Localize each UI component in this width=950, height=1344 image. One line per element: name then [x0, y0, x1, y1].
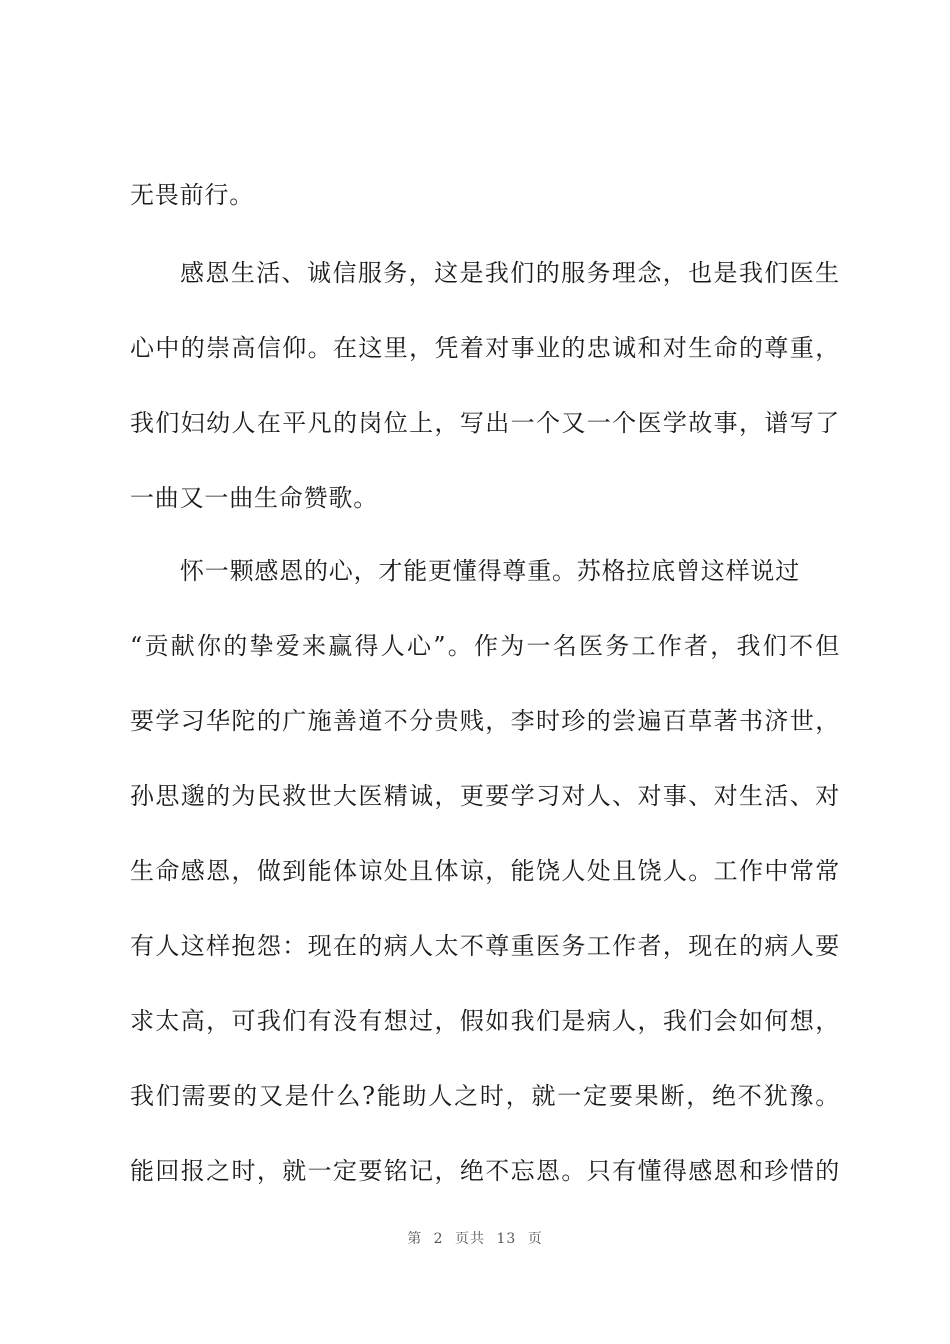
text-line: 我们妇幼人在平凡的岗位上，写出一个又一个医学故事，谱写了: [130, 409, 840, 437]
text-line: 感恩生活、诚信服务，这是我们的服务理念，也是我们医生: [180, 259, 840, 287]
text-line: “贡献你的挚爱来赢得人心”。作为一名医务工作者，我们不但: [130, 632, 840, 660]
text-line: 要学习华陀的广施善道不分贵贱，李时珍的尝遍百草著书济世，: [130, 707, 840, 735]
text-line: 心中的崇高信仰。在这里，凭着对事业的忠诚和对生命的尊重，: [130, 334, 840, 362]
text-line: 无畏前行。: [130, 181, 254, 209]
text-line: 怀一颗感恩的心，才能更懂得尊重。苏格拉底曾这样说过: [180, 557, 800, 585]
page-number: 第 2 页共 13 页: [407, 1231, 543, 1247]
text-line: 能回报之时，就一定要铭记，绝不忘恩。只有懂得感恩和珍惜的: [130, 1157, 840, 1185]
text-line: 生命感恩，做到能体谅处且体谅，能饶人处且饶人。工作中常常: [130, 857, 840, 885]
text-line: 我们需要的又是什么?能助人之时，就一定要果断，绝不犹豫。: [130, 1082, 840, 1110]
text-line: 有人这样抱怨：现在的病人太不尊重医务工作者，现在的病人要: [130, 932, 840, 960]
text-line: 孙思邈的为民救世大医精诚，更要学习对人、对事、对生活、对: [130, 782, 840, 810]
text-line: 一曲又一曲生命赞歌。: [130, 484, 378, 512]
text-line: 求太高，可我们有没有想过，假如我们是病人，我们会如何想，: [130, 1007, 840, 1035]
